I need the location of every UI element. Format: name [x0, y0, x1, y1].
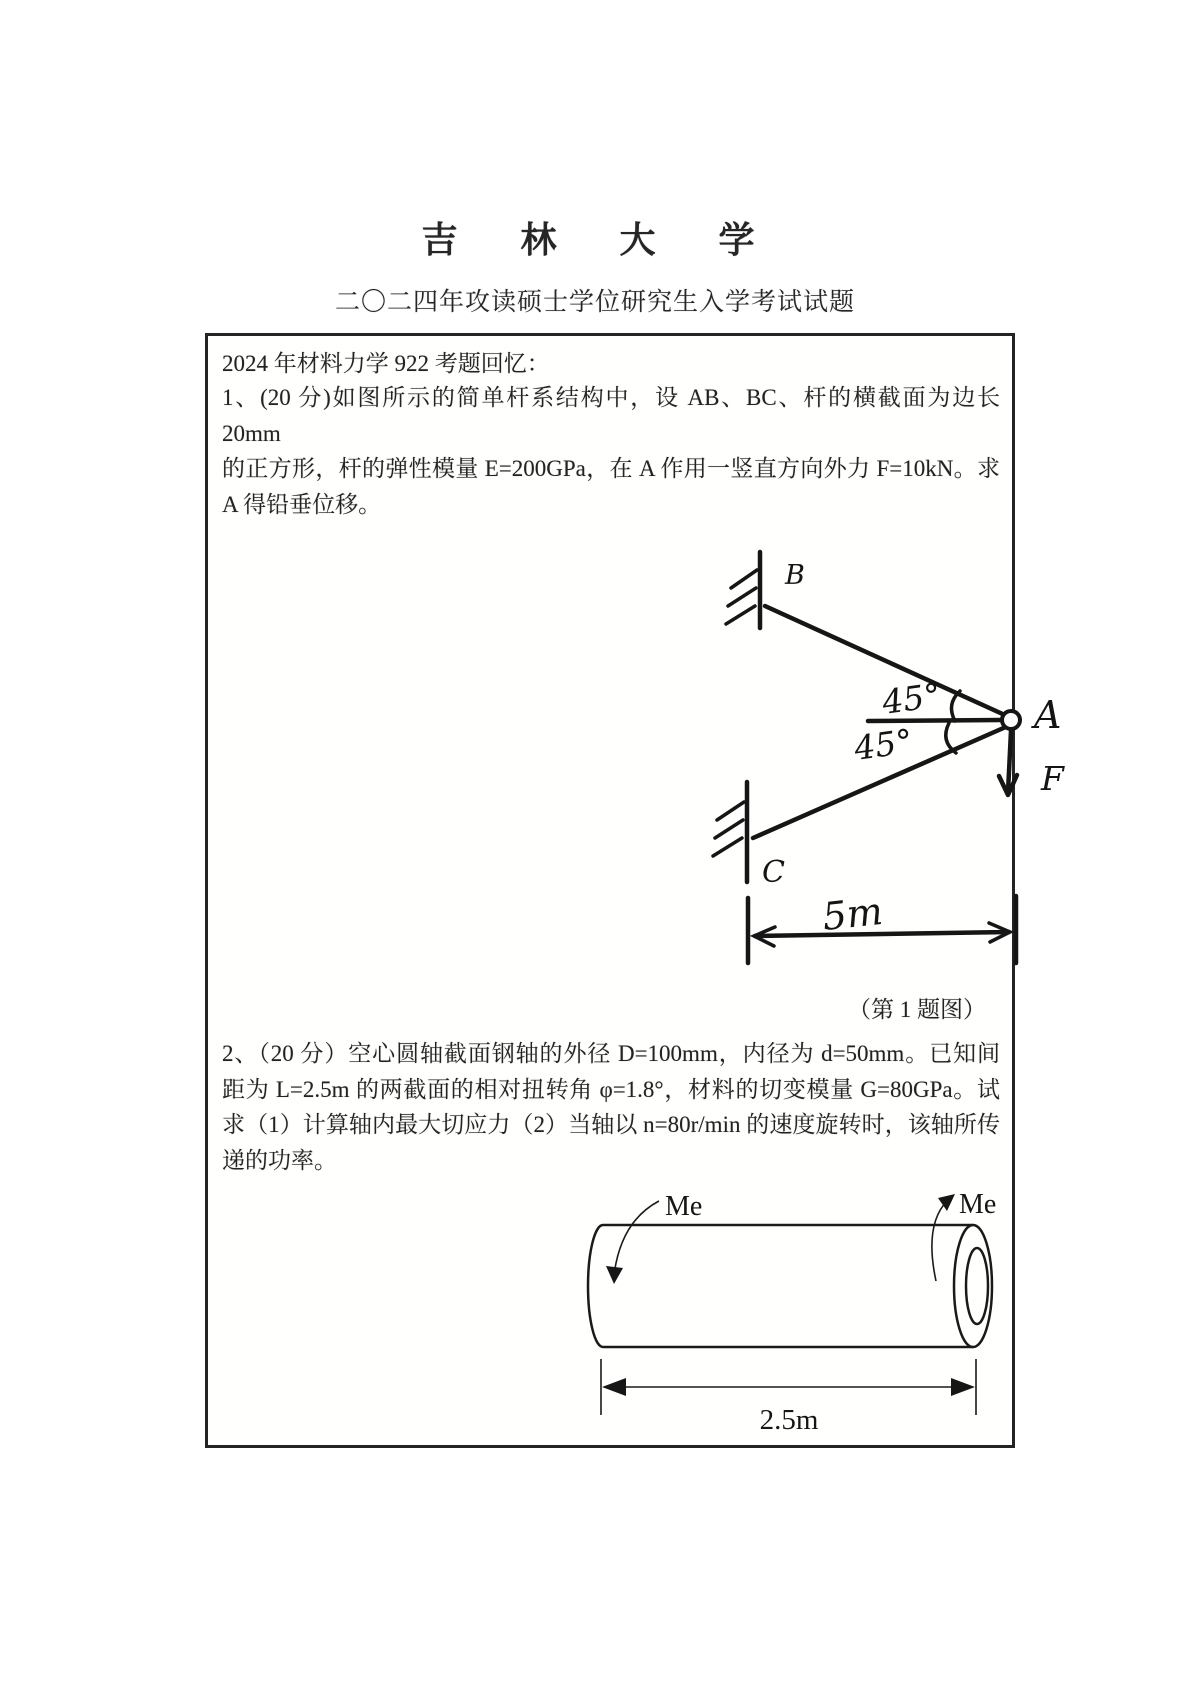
question-2-line-1: 2、（20 分）空心圆轴截面钢轴的外径 D=100mm，内径为 d=50mm。已知间	[222, 1041, 1000, 1066]
pin-a	[1002, 711, 1020, 729]
length-label: 2.5m	[759, 1404, 819, 1436]
figure-1-truss-diagram	[208, 486, 1064, 991]
torque-left-arrow	[606, 1201, 659, 1284]
label-a: A	[1034, 693, 1062, 737]
figure-2-shaft-diagram	[543, 1183, 1023, 1443]
torque-right-label: Me	[959, 1189, 997, 1220]
question-2-text	[222, 1036, 1000, 1178]
shaft-bore	[966, 1248, 988, 1324]
force-f-arrow	[999, 731, 1017, 795]
figure-1-caption: （第 1 题图）	[848, 997, 986, 1022]
support-c-hatching	[713, 782, 747, 882]
question-1-line-3: A 得铅垂位移。	[222, 491, 382, 517]
question-2-line-3: 求（1）计算轴内最大切应力（2）当轴以 n=80r/min 的速度旋转时，该轴所传	[222, 1112, 1000, 1137]
question-1-line-1: 1、(20 分)如图所示的简单杆系结构中，设 AB、BC、杆的横截面为边长 20mm	[222, 385, 1000, 446]
label-b: B	[785, 560, 805, 591]
span-label: 5m	[820, 888, 885, 939]
question-2-line-4: 递的功率。	[222, 1147, 337, 1173]
question-border-box	[205, 333, 1064, 1448]
question-2-line-2: 距为 L=2.5m 的两截面的相对扭转角 φ=1.8°，材料的切变模量 G=80GPa。试	[222, 1076, 1000, 1102]
university-title: 吉 林 大 学	[421, 220, 769, 260]
exam-subtitle: 二〇二四年攻读硕士学位研究生入学考试试题	[334, 289, 855, 316]
angle-lower-label: 45°	[851, 721, 916, 768]
label-f: F	[1041, 759, 1064, 798]
exam-heading: 2024 年材料力学 922 考题回忆：	[222, 351, 550, 376]
torque-right-arrow	[932, 1194, 955, 1281]
question-1-line-2: 的正方形，杆的弹性模量 E=200GPa，在 A 作用一竖直方向外力 F=10kN。求	[222, 456, 1000, 481]
label-c: C	[762, 855, 785, 890]
torque-left-label: Me	[665, 1191, 703, 1222]
angle-upper-label: 45°	[879, 675, 944, 722]
support-b-hatching	[726, 552, 760, 628]
